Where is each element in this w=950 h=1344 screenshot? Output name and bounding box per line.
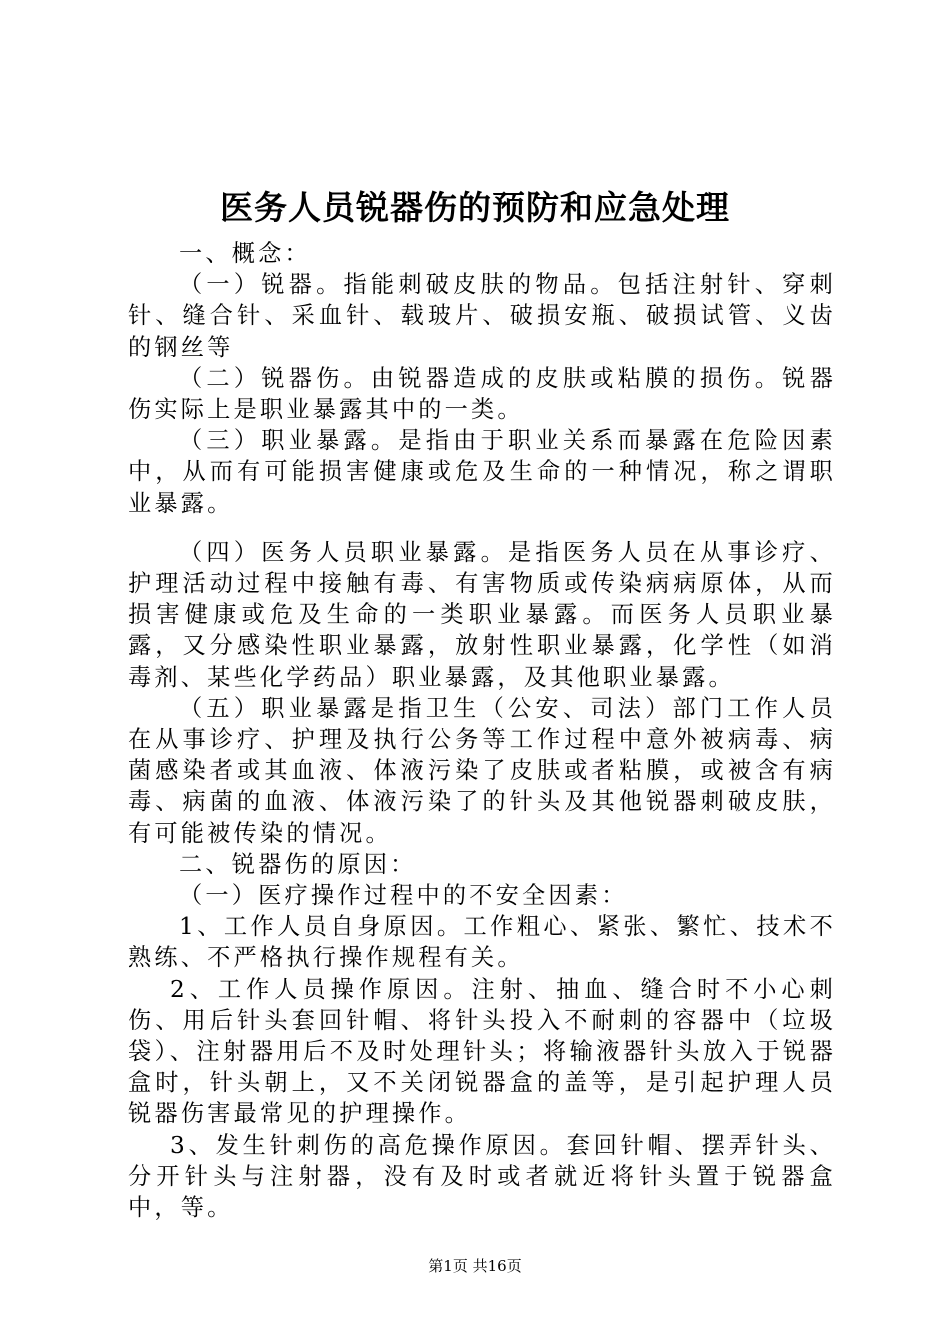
paragraph-medical-staff-exposure: （四）医务人员职业暴露。是指医务人员在从事诊疗、护理活动过程中接触有毒、有害物质或传染病病原体，从而损害健康或危及生命的一类职业暴露。而医务人员职业暴露，又分感染性职业暴露，放射性职业暴露，化学性（如消毒剂、某些化学药品）职业暴露，及其他职业暴露。 [128, 538, 836, 691]
paragraph-cause-3: 3、发生针刺伤的高危操作原因。套回针帽、摆弄针头、分开针头与注射器，没有及时或者就近将针头置于锐器盒中，等。 [128, 1131, 836, 1222]
paragraph-cause-2: 2、工作人员操作原因。注射、抽血、缝合时不小心刺伤、用后针头套回针帽、将针头投入不耐刺的容器中（垃圾袋）、注射器用后不及时处理针头；将输液器针头放入于锐器盒时，针头朝上，又不关闭锐器盒的盖等，是引起护理人员锐器伤害最常见的护理操作。 [128, 975, 836, 1128]
subheading-unsafe-factors: （一）医疗操作过程中的不安全因素： [179, 882, 628, 910]
page-number: 第1页 共16页 [428, 1257, 522, 1275]
document-body [128, 238, 836, 1223]
paragraph-sharps-definition: （一）锐器。指能刺破皮肤的物品。包括注射针、穿刺针、缝合针、采血针、载玻片、破损安瓶、破损试管、义齿的钢丝等 [128, 271, 836, 361]
section-heading-causes: 二、锐器伤的原因： [179, 850, 417, 878]
paragraph-occupational-exposure: （三）职业暴露。是指由于职业关系而暴露在危险因素中，从而有可能损害健康或危及生命的一种情况，称之谓职业暴露。 [128, 427, 836, 517]
paragraph-exposure-scope: （五）职业暴露是指卫生（公安、司法）部门工作人员在从事诊疗、护理及执行公务等工作过程中意外被病毒、病菌感染者或其血液、体液污染了皮肤或者粘膜，或被含有病毒、病菌的血液、体液污染了的针头及其他锐器刺破皮肤，有可能被传染的情况。 [128, 694, 836, 847]
section-heading-concepts: 一、概念： [179, 240, 311, 267]
document-title: 医务人员锐器伤的预防和应急处理 [220, 188, 730, 227]
paragraph-sharps-injury-definition: （二）锐器伤。由锐器造成的皮肤或粘膜的损伤。锐器伤实际上是职业暴露其中的一类。 [128, 364, 836, 424]
paragraph-cause-1: 1、工作人员自身原因。工作粗心、紧张、繁忙、技术不熟练、不严格执行操作规程有关。 [128, 913, 836, 972]
